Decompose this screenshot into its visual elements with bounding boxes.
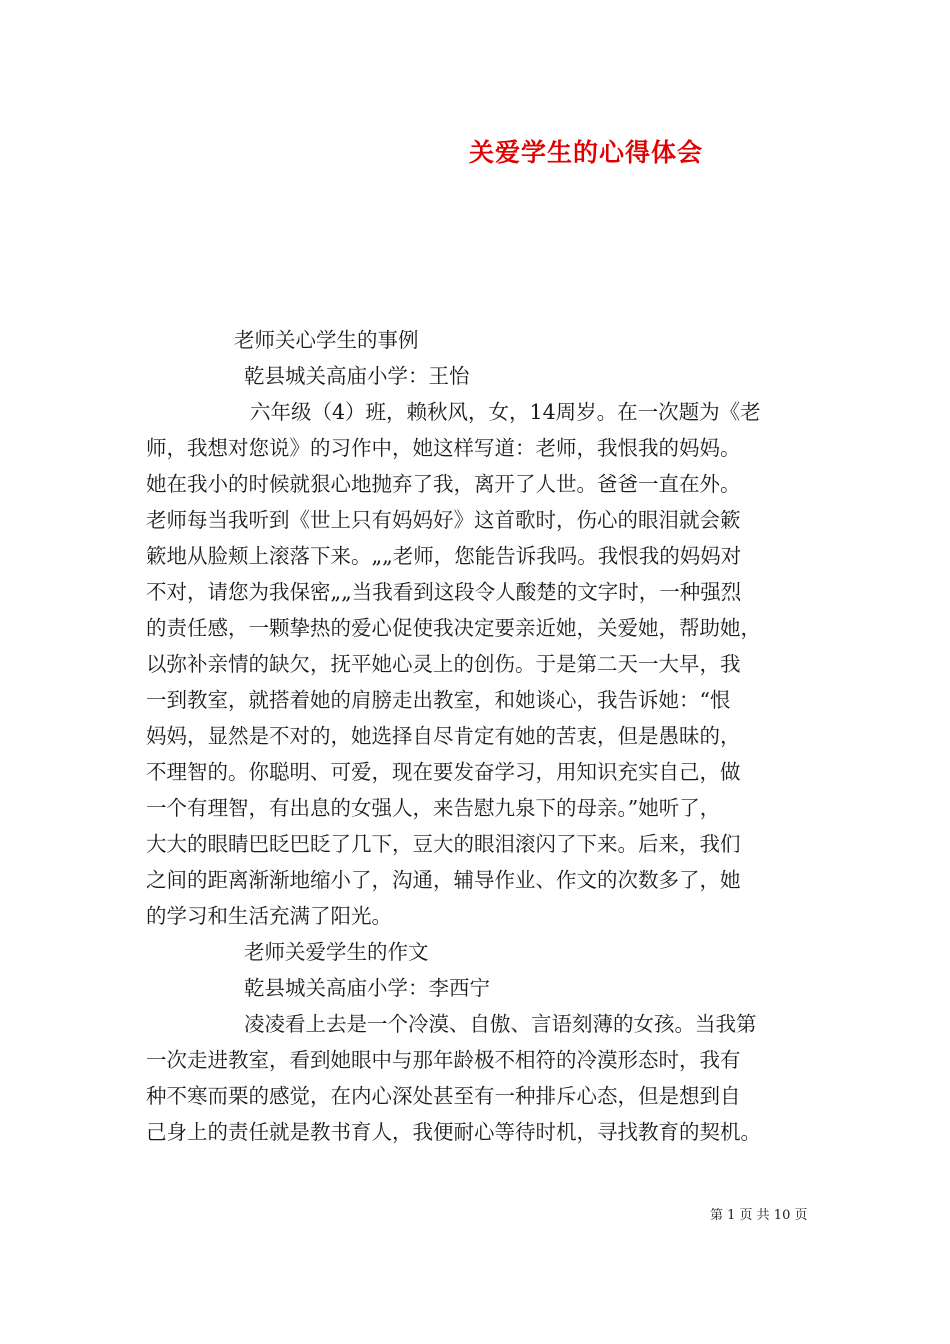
paragraph-line: 不理智的。你聪明、可爱，现在要发奋学习，用知识充实自己，做 [146, 760, 741, 784]
paragraph-line: 种不寒而栗的感觉，在内心深处甚至有一种排斥心态，但是想到自 [146, 1084, 741, 1108]
paragraph-line: 之间的距离渐渐地缩小了，沟通，辅导作业、作文的次数多了，她 [146, 868, 741, 892]
section-heading: 老师关心学生的事例 [234, 328, 419, 352]
paragraph-line: 一到教室，就搭着她的肩膀走出教室，和她谈心，我告诉她：“恨 [146, 688, 731, 712]
paragraph-line: 以弥补亲情的缺欠，抚平她心灵上的创伤。于是第二天一大早，我 [146, 652, 741, 676]
paragraph-line: 她在我小的时候就狠心地抛弃了我，离开了人世。爸爸一直在外。 [146, 472, 741, 496]
paragraph-line: 不对，请您为我保密„„当我看到这段令人酸楚的文字时，一种强烈 [146, 580, 742, 604]
page-number: 第 1 页 共 10 页 [710, 1208, 808, 1223]
document-title: 关爱学生的心得体会 [469, 138, 704, 167]
paragraph-line: 老师每当我听到《世上只有妈妈好》这首歌时，伤心的眼泪就会簌 [146, 508, 741, 532]
section-heading: 老师关爱学生的作文 [244, 940, 429, 964]
paragraph-line: 的责任感，一颗挚热的爱心促使我决定要亲近她，关爱她，帮助她， [146, 616, 761, 640]
author-line: 乾县城关高庙小学：王怡 [244, 364, 470, 388]
paragraph-line: 一次走进教室，看到她眼中与那年龄极不相符的冷漠形态时，我有 [146, 1048, 741, 1072]
paragraph-line: 大大的眼睛巴眨巴眨了几下，豆大的眼泪滚闪了下来。后来，我们 [146, 832, 741, 856]
paragraph-line: 妈妈，显然是不对的，她选择自尽肯定有她的苦衷，但是愚昧的， [146, 724, 741, 748]
author-line: 乾县城关高庙小学：李西宁 [244, 976, 490, 1000]
paragraph-line: 六年级（4）班，赖秋风，女，14周岁。在一次题为《老 [250, 400, 761, 424]
paragraph-line: 师，我想对您说》的习作中，她这样写道：老师，我恨我的妈妈。 [146, 436, 741, 460]
document-body [146, 322, 806, 1150]
paragraph-line: 凌凌看上去是一个冷漠、自傲、言语刻薄的女孩。当我第 [244, 1012, 757, 1036]
paragraph-line: 一个有理智，有出息的女强人，来告慰九泉下的母亲。”她听了， [146, 796, 721, 820]
paragraph-line: 己身上的责任就是教书育人，我便耐心等待时机，寻找教育的契机。 [146, 1120, 761, 1144]
paragraph-line: 的学习和生活充满了阳光。 [146, 904, 392, 928]
paragraph-line: 簌地从脸颊上滚落下来。„„老师，您能告诉我吗。我恨我的妈妈对 [146, 544, 742, 568]
